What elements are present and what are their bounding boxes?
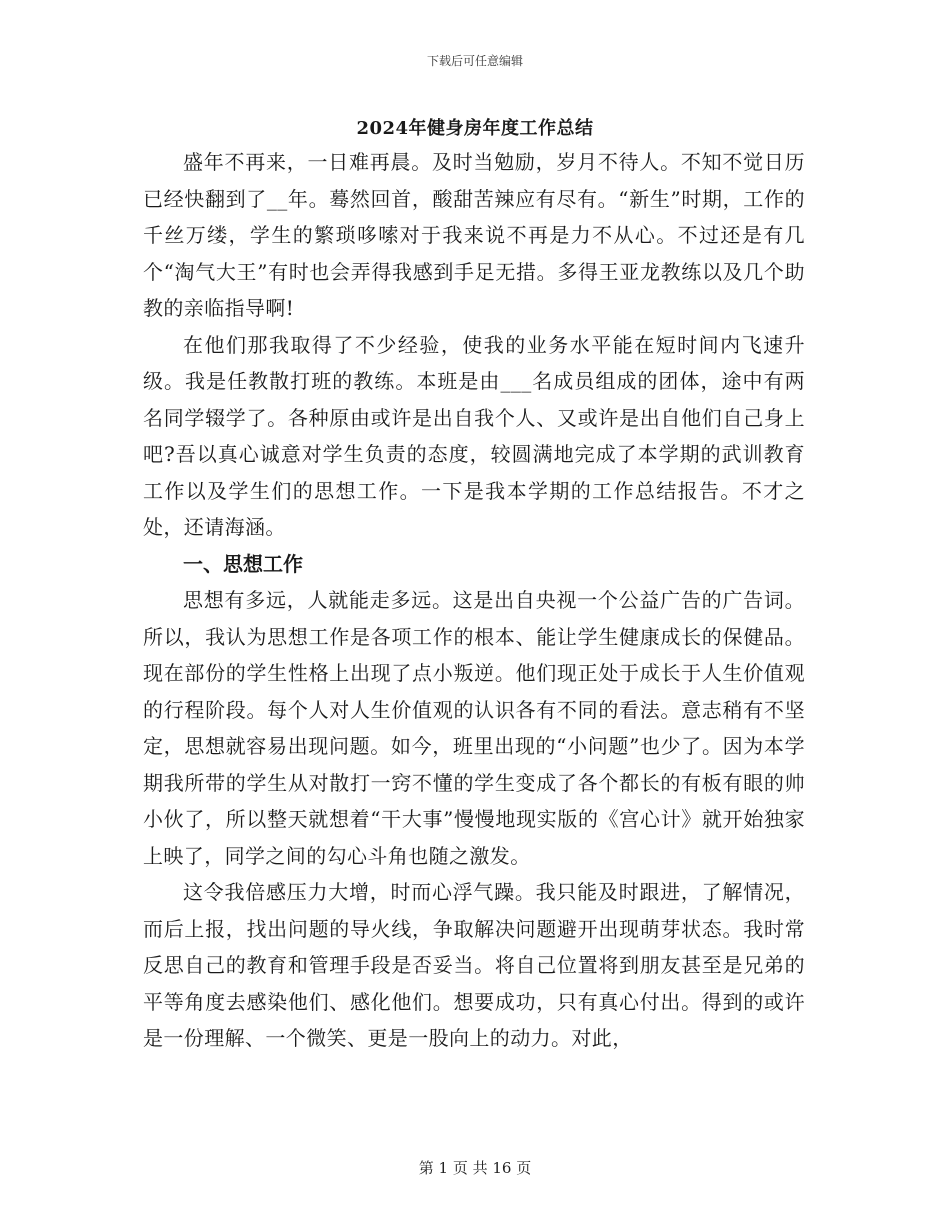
paragraph-section1-1: 思想有多远，人就能走多远。这是出自央视一个公益广告的广告词。所以，我认为思想工作是各项工作的根本、能让学生健康成长的保健品。现在部份的学生性格上出现了点小叛逆。他们现正处于成长于人生价值观的行程阶段。每个人对人生价值观的认识各有不同的看法。意志稍有不坚定，思想就容易出现问题。如今，班里出现的“小问题”也少了。因为本学期我所带的学生从对散打一窍不懂的学生变成了各个都长的有板有眼的帅小伙了，所以整天就想着“干大事”慢慢地现实版的《宫心计》就开始独家上映了，同学之间的勾心斗角也随之激发。 [143, 588, 805, 868]
section-heading-thought-work: 一、思想工作 [183, 551, 303, 576]
paragraph-intro-2: 在他们那我取得了不少经验，使我的业务水平能在短时间内飞速升级。我是任教散打班的教练。本班是由___名成员组成的团体，途中有两名同学辍学了。各种原由或许是出自我个人、又或许是出自他们自己身上吧?吾以真心诚意对学生负责的态度，较圆满地完成了本学期的武训教育工作以及学生们的思想工作。一下是我本学期的工作总结报告。不才之处，还请海涵。 [143, 332, 805, 539]
paragraph-section1-2: 这令我倍感压力大增，时而心浮气躁。我只能及时跟进，了解情况，而后上报，找出问题的导火线，争取解决问题避开出现萌芽状态。我时常反思自己的教育和管理手段是否妥当。将自己位置将到朋友甚至是兄弟的平等角度去感染他们、感化他们。想要成功，只有真心付出。得到的或许是一份理解、一个微笑、更是一股向上的动力。对此， [143, 880, 805, 1050]
page-number-footer: 第 1 页 共 16 页 [418, 1159, 532, 1177]
paragraph-intro-1: 盛年不再来，一日难再晨。及时当勉励，岁月不待人。不知不觉日历已经快翻到了__年。蓦然回首，酸甜苦辣应有尽有。“新生”时期，工作的千丝万缕，学生的繁琐哆嗦对于我来说不再是力不从心。不过还是有几个“淘气大王”有时也会弄得我感到手足无措。多得王亚龙教练以及几个助教的亲临指导啊! [143, 150, 805, 320]
document-title: 2024年健身房年度工作总结 [356, 118, 594, 139]
page-header-note: 下载后可任意编辑 [426, 54, 523, 68]
document-body [143, 144, 805, 1057]
